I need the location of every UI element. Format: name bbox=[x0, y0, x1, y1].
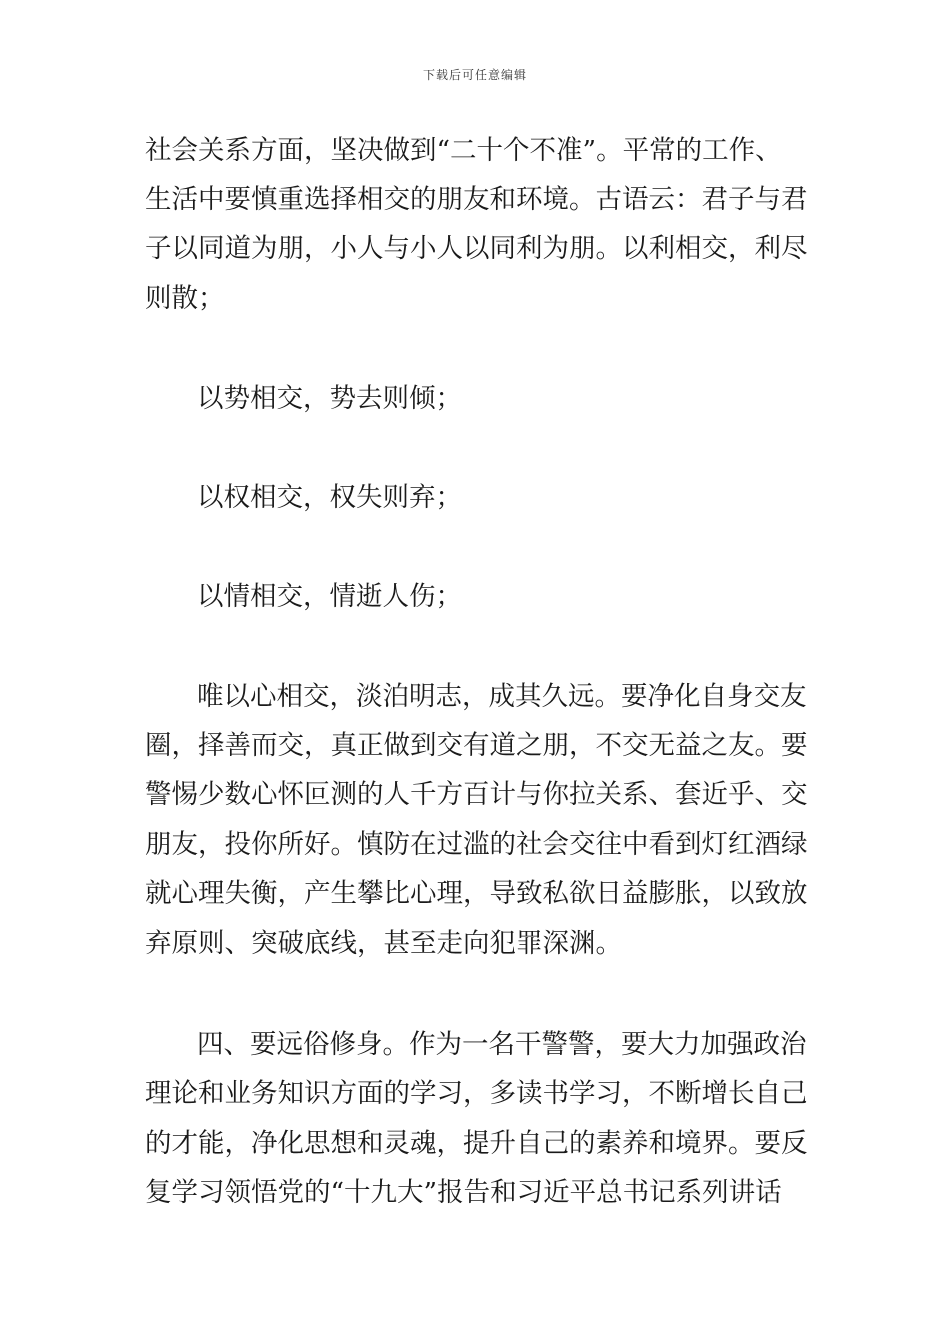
text-line: 则散； bbox=[145, 284, 225, 314]
text-line: 四、要远俗修身。作为一名干警警，要大力加强政治 bbox=[197, 1030, 807, 1060]
text-line: 朋友，投你所好。慎防在过滥的社会交往中看到灯红酒绿 bbox=[145, 830, 808, 860]
text-line: 复学习领悟党的“十九大”报告和习近平总书记系列讲话 bbox=[145, 1178, 782, 1208]
text-line: 子以同道为朋，小人与小人以同利为朋。以利相交，利尽 bbox=[145, 234, 808, 264]
text-line: 以权相交，权失则弃； bbox=[197, 483, 462, 513]
text-line: 唯以心相交，淡泊明志，成其久远。要净化自身交友 bbox=[197, 682, 807, 712]
text-line: 理论和业务知识方面的学习，多读书学习，不断增长自己 bbox=[145, 1079, 808, 1109]
text-line: 以情相交，情逝人伤； bbox=[197, 582, 462, 612]
text-line: 圈，择善而交，真正做到交有道之朋，不交无益之友。要 bbox=[145, 731, 808, 761]
text-line: 生活中要慎重选择相交的朋友和环境。古语云：君子与君 bbox=[145, 185, 808, 215]
text-line: 以势相交，势去则倾； bbox=[197, 384, 462, 414]
text-line: 就心理失衡，产生攀比心理，导致私欲日益膨胀，以致放 bbox=[145, 879, 808, 909]
text-line: 的才能，净化思想和灵魂，提升自己的素养和境界。要反 bbox=[145, 1129, 808, 1159]
header-note: 下载后可任意编辑 bbox=[422, 68, 527, 82]
text-line: 弃原则、突破底线，甚至走向犯罪深渊。 bbox=[145, 929, 622, 959]
text-line: 社会关系方面，坚决做到“二十个不准”。平常的工作、 bbox=[145, 136, 782, 166]
text-line: 警惕少数心怀叵测的人千方百计与你拉关系、套近乎、交 bbox=[145, 780, 808, 810]
